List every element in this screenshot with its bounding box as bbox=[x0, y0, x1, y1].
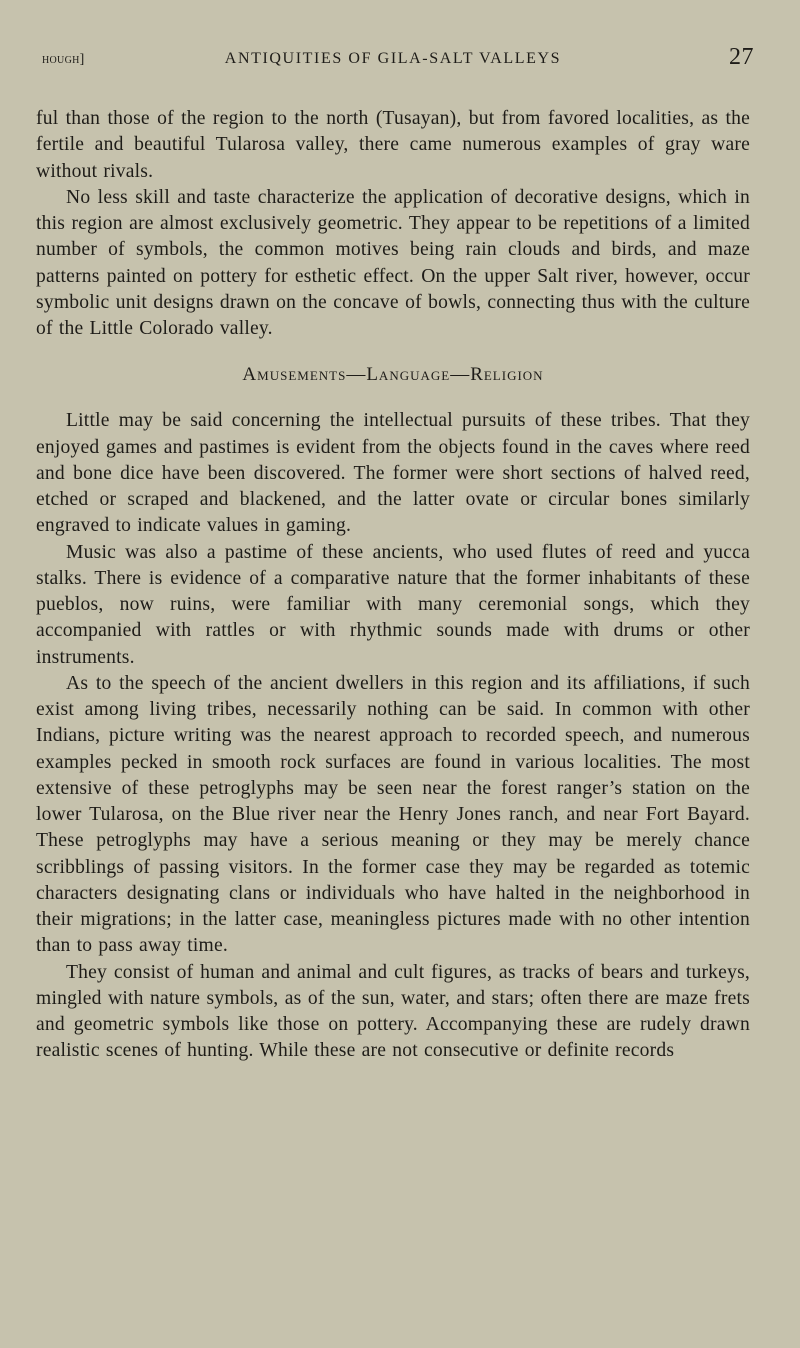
section-heading: Amusements—Language—Religion bbox=[242, 364, 544, 386]
paragraph: Music was also a pastime of these ancients, who used flutes of reed and yucca stalks. There is evidence of a comparative nature that the former inhabitants of these pueblos, now ruins, were familiar with many ceremonial songs, which they accompanied with rattles or with rhythmic sounds made with drums or other instruments. bbox=[36, 541, 750, 668]
paragraph: They consist of human and animal and cult figures, as tracks of bears and turkeys, mingled with nature symbols, as of the sun, water, and stars; often there are maze frets and geometric symbols like those on pottery. Accompanying these are rudely drawn realistic scenes of hunting. While these are not consecutive or definite records bbox=[36, 961, 750, 1062]
paragraph: As to the speech of the ancient dwellers in this region and its affiliations, if such exist among living tribes, necessarily nothing can be said. In common with other Indians, picture writing was the nearest approach to recorded speech, and numerous examples pecked in smooth rock surfaces are found in various localities. The most extensive of these petroglyphs may be seen near the forest ranger’s station on the lower Tularosa, on the Blue river near the Henry Jones ranch, and near Fort Bayard. These petroglyphs may have a serious meaning or they may be merely chance scribblings of passing visitors. In the former case they may be regarded as totemic characters designating clans or individuals who have halted in the neighborhood in their migrations; in the latter case, meaningless pictures made with no other intention than to pass away time. bbox=[36, 672, 750, 957]
paragraph: No less skill and taste characterize the application of decorative designs, which in this region are almost exclusively geometric. They appear to be repetitions of a limited number of symbols, the common motives being rain clouds and birds, and maze patterns painted on pottery for esthetic effect. On the upper Salt river, however, occur symbolic unit designs drawn on the concave of bowls, connecting thus with the culture of the Little Colorado valley. bbox=[36, 186, 750, 339]
running-head-title: ANTIQUITIES OF GILA-SALT VALLEYS bbox=[224, 50, 562, 67]
running-head bbox=[36, 44, 754, 84]
paragraph: Little may be said concerning the intellectual pursuits of these tribes. That they enjoyed games and pastimes is evident from the objects found in the caves where reed and bone dice have been discovered. The former were short sections of halved reed, etched or scraped and blackened, and the latter ovate or circular bones similarly engraved to indicate values in gaming. bbox=[36, 410, 750, 537]
paragraph: ful than those of the region to the north (Tusayan), but from favored localities, as the fertile and beautiful Tularosa valley, there came numerous examples of gray ware without rivals. bbox=[36, 108, 750, 182]
running-head-author: hough] bbox=[42, 52, 85, 67]
page-number: 27 bbox=[729, 44, 754, 70]
body-text bbox=[36, 106, 750, 1065]
